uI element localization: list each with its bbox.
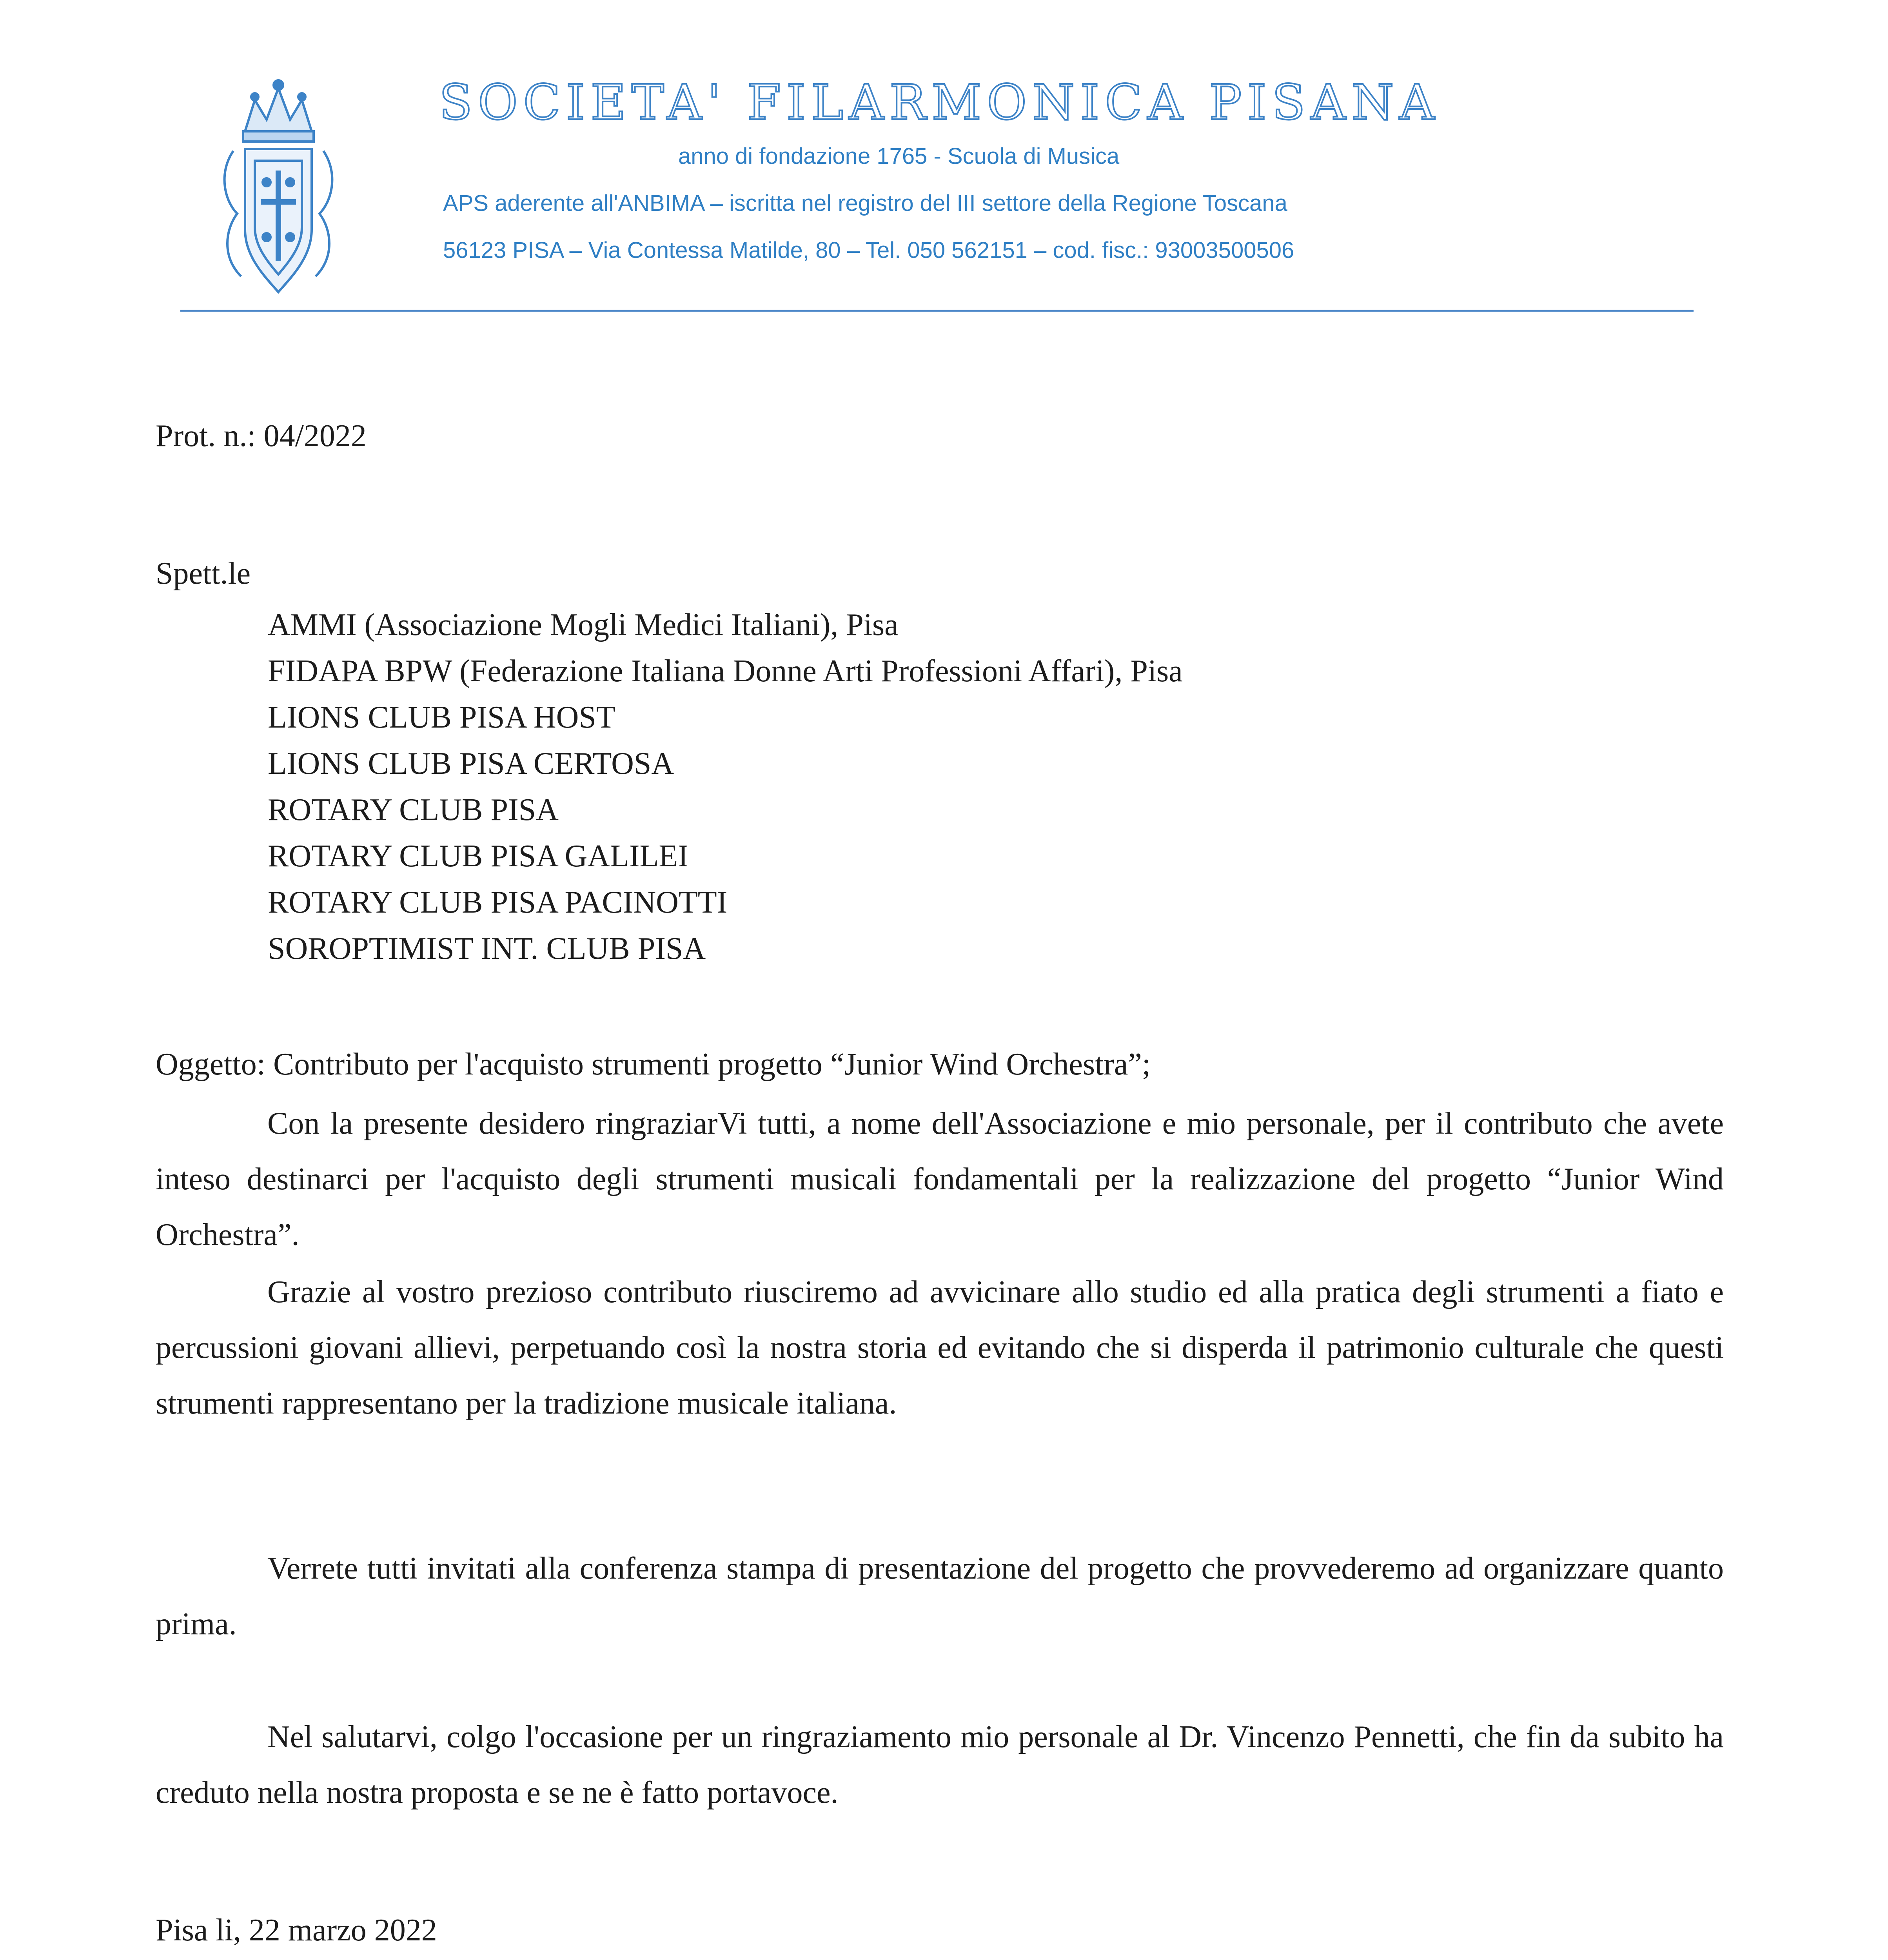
recipient: LIONS CLUB PISA HOST	[268, 700, 615, 735]
letterhead-address-line: 56123 PISA – Via Contessa Matilde, 80 – Tel. 050 562151 – cod. fisc.: 93003500506	[443, 238, 1294, 263]
organization-name: SOCIETA' FILARMONICA PISANA	[439, 74, 1440, 131]
recipient: AMMI (Associazione Mogli Medici Italiani), Pisa	[268, 608, 899, 642]
body-paragraph: Nel salutarvi, colgo l'occasione per un ringraziamento mio personale al Dr. Vincenzo Pennetti, che fin da subito ha creduto nella nostra proposta e se ne è fatto portavoce.	[156, 1720, 1724, 1810]
place-date: Pisa li, 22 marzo 2022	[156, 1913, 437, 1947]
header-divider	[180, 310, 1694, 312]
body-paragraph: Con la presente desidero ringraziarVi tutti, a nome dell'Associazione e mio personale, per il contributo che avete inteso destinarci per l'acquisto degli strumenti musicali fondamentali per la realizzazione del progetto “Junior Wind Orchestra”.	[156, 1106, 1724, 1252]
recipient: ROTARY CLUB PISA	[268, 793, 559, 827]
recipient: ROTARY CLUB PISA GALILEI	[268, 839, 688, 873]
salutation: Spett.le	[156, 556, 251, 591]
body-paragraph: Verrete tutti invitati alla conferenza stampa di presentazione del progetto che provvederemo ad organizzare quanto prima.	[156, 1551, 1724, 1641]
recipient: SOROPTIMIST INT. CLUB PISA	[268, 931, 706, 966]
recipient-list	[268, 602, 1183, 972]
recipient: ROTARY CLUB PISA PACINOTTI	[268, 885, 728, 920]
body-paragraph: Grazie al vostro prezioso contributo riusciremo ad avvicinare allo studio ed alla pratica degli strumenti a fiato e percussioni giovani allievi, perpetuando così la nostra storia ed evitando che si disperda il patrimonio culturale che questi strumenti rappresentano per la tradizione musicale italiana.	[156, 1275, 1724, 1421]
recipient: FIDAPA BPW (Federazione Italiana Donne Arti Professioni Affari), Pisa	[268, 654, 1183, 688]
recipient: LIONS CLUB PISA CERTOSA	[268, 746, 674, 781]
coat-of-arms-icon	[218, 73, 339, 302]
protocol-number: Prot. n.: 04/2022	[156, 419, 367, 453]
letterhead-foundation-line: anno di fondazione 1765 - Scuola di Musica	[678, 143, 1120, 169]
letterhead-registration-line: APS aderente all'ANBIMA – iscritta nel registro del III settore della Regione Toscana	[443, 191, 1287, 216]
subject-line: Oggetto: Contributo per l'acquisto strumenti progetto “Junior Wind Orchestra”;	[156, 1047, 1151, 1082]
